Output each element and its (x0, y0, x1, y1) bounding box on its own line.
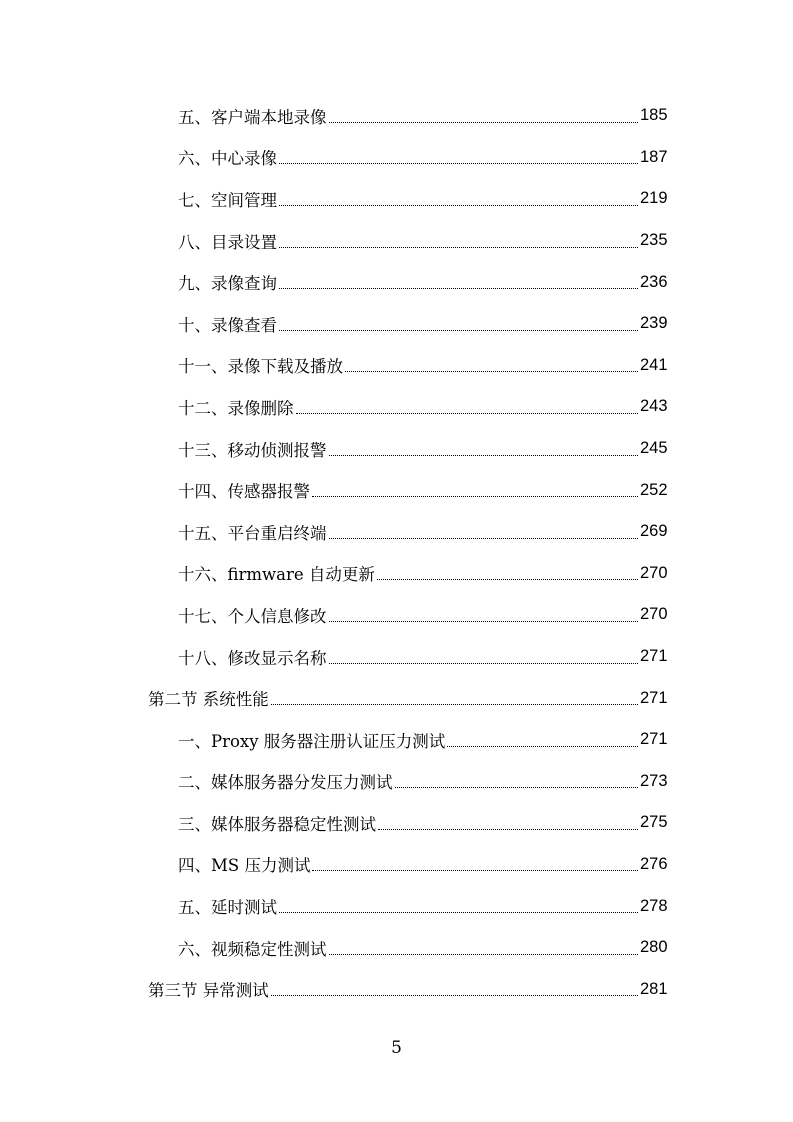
toc-entry-page: 275 (640, 813, 668, 832)
toc-entry[interactable] (0, 137, 793, 179)
toc-entry-title: 六、中心录像 (178, 149, 277, 169)
toc-entry-title: 第三节 异常测试 (148, 981, 269, 1001)
toc-dot-leader (395, 786, 639, 788)
toc-entry-page: 235 (640, 231, 668, 250)
toc-dot-leader (447, 745, 638, 747)
toc-dot-leader (296, 412, 639, 414)
toc-dot-leader (312, 495, 638, 497)
toc-entry[interactable] (0, 594, 793, 636)
toc-entry-title: 五、延时测试 (178, 898, 277, 918)
toc-dot-leader (329, 953, 639, 955)
toc-dot-leader (329, 620, 639, 622)
toc-entry[interactable] (0, 719, 793, 761)
toc-entry-page: 273 (640, 771, 668, 790)
toc-dot-leader (271, 703, 638, 705)
toc-dot-leader (378, 828, 638, 830)
toc-entry-title: 七、空间管理 (178, 190, 277, 210)
toc-entry[interactable] (0, 802, 793, 844)
toc-entry-page: 239 (640, 314, 668, 333)
toc-entry-title: 一、Proxy 服务器注册认证压力测试 (178, 731, 446, 751)
toc-entry-page: 281 (640, 979, 668, 998)
toc-entry-title: 十六、firmware 自动更新 (178, 565, 375, 585)
toc-entry-page: 270 (640, 563, 668, 582)
toc-entry-page: 271 (640, 647, 668, 666)
toc-entry-title: 四、MS 压力测试 (178, 856, 311, 876)
toc-section-entry[interactable] (0, 677, 793, 719)
toc-entry-title: 三、媒体服务器稳定性测试 (178, 814, 376, 834)
toc-entry-page: 252 (640, 480, 668, 499)
toc-dot-leader (377, 578, 638, 580)
table-of-contents (0, 95, 793, 1010)
toc-entry-title: 九、录像查询 (178, 274, 277, 294)
toc-dot-leader (279, 162, 638, 164)
toc-dot-leader (279, 911, 638, 913)
toc-entry-title: 十四、传感器报警 (178, 482, 310, 502)
toc-entry-page: 219 (640, 189, 668, 208)
toc-entry-page: 269 (640, 522, 668, 541)
toc-entry-page: 276 (640, 854, 668, 873)
page-number: 5 (391, 1038, 402, 1058)
toc-entry[interactable] (0, 220, 793, 262)
toc-entry[interactable] (0, 95, 793, 137)
toc-entry-page: 270 (640, 605, 668, 624)
toc-entry[interactable] (0, 761, 793, 803)
toc-entry-title: 八、目录设置 (178, 232, 277, 252)
toc-entry-page: 278 (640, 896, 668, 915)
toc-dot-leader (279, 329, 638, 331)
toc-entry-page: 185 (640, 106, 668, 125)
toc-entry-title: 第二节 系统性能 (148, 690, 269, 710)
toc-dot-leader (279, 246, 638, 248)
toc-entry[interactable] (0, 885, 793, 927)
toc-dot-leader (329, 537, 639, 539)
toc-entry-page: 243 (640, 397, 668, 416)
toc-dot-leader (329, 662, 639, 664)
toc-entry-page: 280 (640, 938, 668, 957)
toc-entry-title: 十、录像查看 (178, 315, 277, 335)
toc-entry[interactable] (0, 261, 793, 303)
toc-dot-leader (312, 869, 638, 871)
toc-entry[interactable] (0, 553, 793, 595)
toc-entry[interactable] (0, 927, 793, 969)
toc-entry-title: 十五、平台重启终端 (178, 523, 327, 543)
toc-entry[interactable] (0, 469, 793, 511)
toc-dot-leader (329, 121, 639, 123)
toc-dot-leader (279, 204, 638, 206)
toc-entry-page: 187 (640, 147, 668, 166)
toc-entry-page: 271 (640, 688, 668, 707)
toc-entry-page: 245 (640, 439, 668, 458)
toc-entry-title: 十七、个人信息修改 (178, 606, 327, 626)
toc-section-entry[interactable] (0, 968, 793, 1010)
toc-entry-title: 二、媒体服务器分发压力测试 (178, 773, 393, 793)
toc-entry[interactable] (0, 178, 793, 220)
toc-entry-title: 五、客户端本地录像 (178, 107, 327, 127)
toc-dot-leader (271, 994, 638, 996)
toc-entry-page: 241 (640, 355, 668, 374)
toc-entry[interactable] (0, 636, 793, 678)
toc-entry[interactable] (0, 428, 793, 470)
toc-entry[interactable] (0, 303, 793, 345)
toc-dot-leader (279, 287, 638, 289)
toc-dot-leader (345, 370, 638, 372)
toc-entry-title: 十一、录像下载及播放 (178, 357, 343, 377)
toc-entry-title: 十三、移动侦测报警 (178, 440, 327, 460)
toc-entry[interactable] (0, 511, 793, 553)
toc-entry-title: 十二、录像删除 (178, 398, 294, 418)
toc-entry-page: 271 (640, 730, 668, 749)
toc-entry[interactable] (0, 844, 793, 886)
toc-entry-title: 六、视频稳定性测试 (178, 939, 327, 959)
toc-entry[interactable] (0, 345, 793, 387)
toc-entry-page: 236 (640, 272, 668, 291)
toc-dot-leader (329, 454, 639, 456)
toc-entry[interactable] (0, 386, 793, 428)
toc-entry-title: 十八、修改显示名称 (178, 648, 327, 668)
